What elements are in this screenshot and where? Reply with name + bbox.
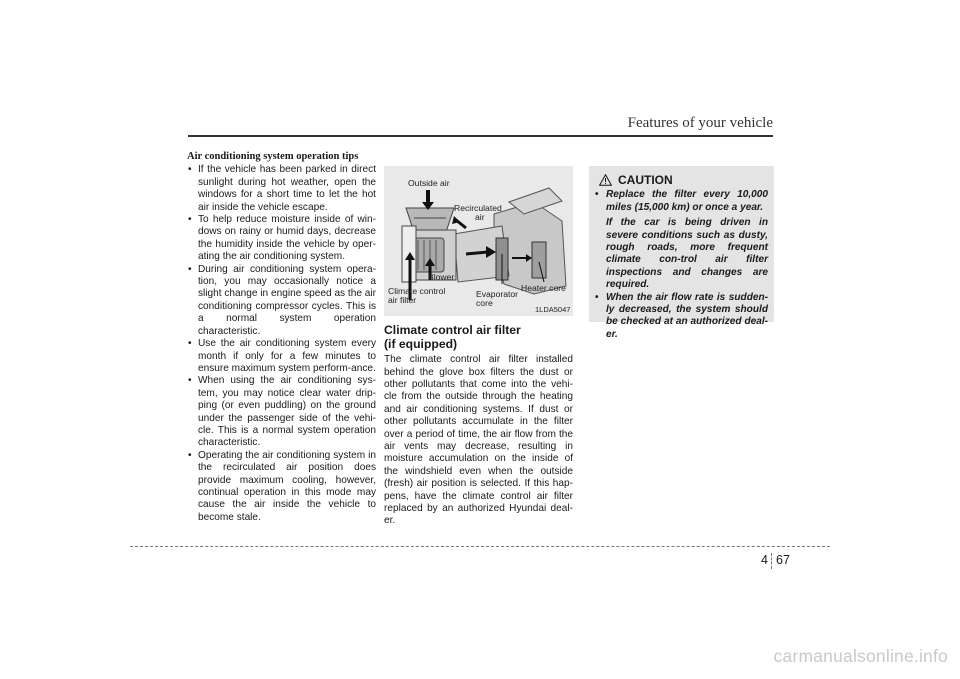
section-title-line2: (if equipped) xyxy=(384,336,458,351)
label-blower: Blower xyxy=(428,272,455,282)
warning-triangle-icon xyxy=(599,174,612,186)
label-outside-air: Outside air xyxy=(408,178,450,188)
tip-item: • If the vehicle has been parked in direct sunlight during hot weather, open the windows for a short time to let the hot air inside the vehicle escape. xyxy=(187,164,376,214)
label-filter-1: Climate control xyxy=(388,286,446,296)
footer-rule xyxy=(130,546,830,547)
tip-item: • Use the air conditioning system every month if only for a few minutes to ensure maximum system perform-ance. xyxy=(187,338,376,375)
caution-list xyxy=(595,189,768,341)
label-recirculated: Recirculated xyxy=(454,203,502,213)
watermark: carmanualsonline.info xyxy=(773,646,948,666)
caution-item-1a: • Replace the filter every 10,000 miles (15,000 km) or once a year. xyxy=(606,189,768,213)
caution-item-2: • When the air flow rate is sudden-ly decreased, the system should be checked at an authorized deal-er. xyxy=(606,291,768,340)
label-heater-core: Heater core xyxy=(521,283,566,293)
caution-header xyxy=(595,174,768,186)
caution-item-1b: If the car is being driven in severe conditions such as dusty, rough roads, more frequent climate con-trol air filter inspections and changes are required. xyxy=(606,217,768,291)
running-header: Features of your vehicle xyxy=(627,115,773,131)
label-recirculated-air: air xyxy=(475,212,485,222)
caution-item xyxy=(595,292,768,342)
caution-title: CAUTION xyxy=(618,173,673,187)
chapter-number: 4 xyxy=(761,553,768,567)
tip-item: • Operating the air conditioning system in the recirculated air position does provide maximum cooling, however, continual operation in this mode may cause the air inside the vehicle to become stale. xyxy=(187,450,376,524)
header-rule xyxy=(188,135,773,137)
tips-title: Air conditioning system operation tips xyxy=(187,151,359,162)
caution-box xyxy=(589,166,774,340)
label-evaporator-2: core xyxy=(476,298,493,308)
tip-item: • During air conditioning system opera-tion, you may occasionally notice a slight change in engine speed as the air conditioning compressor cycles. This is a normal system operation characteristic. xyxy=(187,264,376,338)
page-number: 67 xyxy=(776,553,790,567)
left-column xyxy=(187,151,376,524)
right-column xyxy=(589,151,778,340)
middle-column xyxy=(384,151,573,528)
label-evaporator-1: Evaporator xyxy=(476,289,519,299)
tip-item: • To help reduce moisture inside of win-dows on rainy or humid days, decrease the humidity inside the vehicle by oper-ating the air conditioning system. xyxy=(187,214,376,264)
section-title-line1: Climate control air filter xyxy=(384,323,521,337)
tips-list xyxy=(187,164,376,524)
section-title xyxy=(384,324,573,351)
filter-paragraph: The climate control air filter installed behind the glove box filters the dust or other pollutants that come into the vehi-cle from the outside through the heating and air conditioning systems. If dust or other pollutants accumulate in the filter over a period of time, the air flow from the air vents may decrease, resulting in moisture accumulation on the inside of the windshield even when the outside (fresh) air position is selected. If this hap-pens, have the climate control air filter replaced by an authorized Hyundai deal-er. xyxy=(384,354,573,527)
caution-item xyxy=(595,189,768,291)
figure-code: 1LDA5047 xyxy=(535,305,571,314)
page-separator xyxy=(771,553,772,569)
tip-item: • When using the air conditioning sys-tem, you may notice clear water drip-ping (or even puddling) on the ground under the passenger side of the vehi-cle. This is a normal system operation characteristic. xyxy=(187,375,376,449)
hvac-diagram xyxy=(384,166,573,316)
label-filter-2: air filter xyxy=(388,295,417,305)
